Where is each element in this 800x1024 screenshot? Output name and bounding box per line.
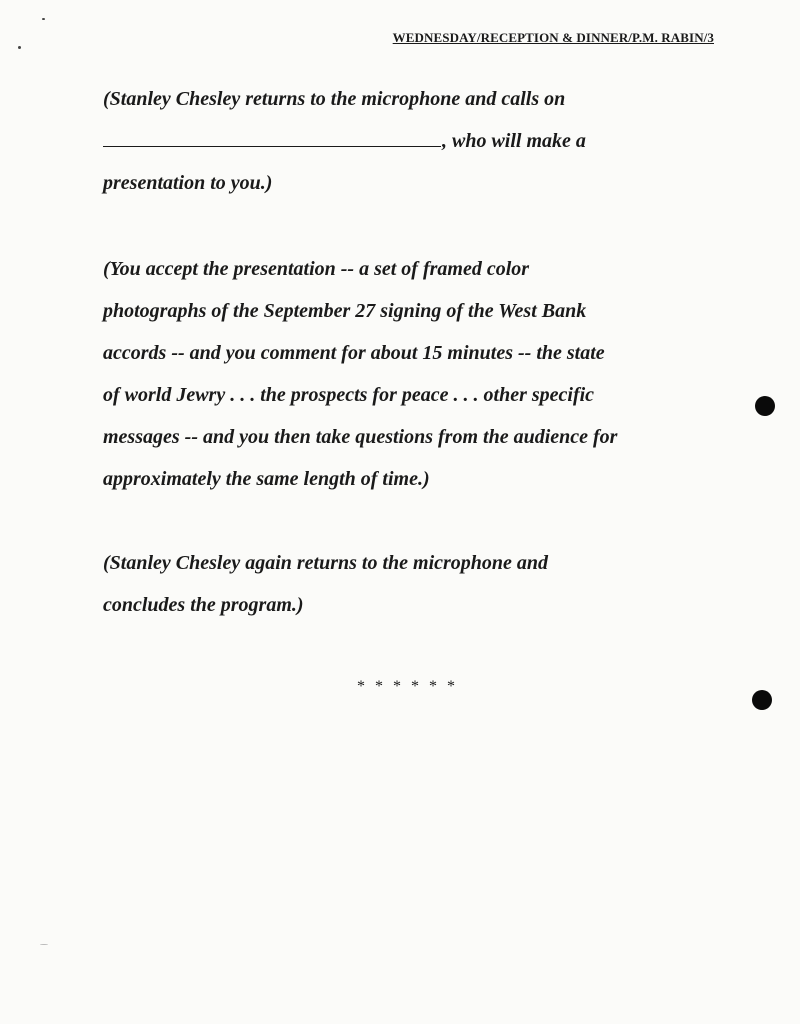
paragraph-line: (Stanley Chesley returns to the microphone and calls on [103, 88, 566, 110]
scan-speck [18, 46, 21, 49]
paragraph-2 [103, 248, 723, 500]
paragraph-line-text: , who will make a [442, 130, 586, 152]
paragraph-line: presentation to you.) [103, 172, 273, 194]
punch-hole [752, 690, 772, 710]
paragraph-line [103, 120, 723, 162]
blank-name-underline [103, 132, 441, 147]
paragraph-line: (Stanley Chesley again returns to the microphone and [103, 552, 549, 574]
scan-speck [42, 18, 45, 20]
punch-hole [755, 396, 775, 416]
scan-speck [40, 944, 48, 945]
paragraph-line: approximately the same length of time.) [103, 468, 430, 490]
paragraph-1 [103, 78, 723, 204]
paragraph-line: of world Jewry . . . the prospects for peace . . . other specific [103, 384, 595, 406]
paragraph-3 [103, 542, 723, 626]
section-separator: * * * * * * [357, 678, 458, 695]
paragraph-line: photographs of the September 27 signing of the West Bank [103, 300, 587, 322]
paragraph-line: messages -- and you then take questions from the audience for [103, 426, 618, 448]
paragraph-line: concludes the program.) [103, 594, 304, 616]
paragraph-line: accords -- and you comment for about 15 minutes -- the state [103, 342, 605, 364]
paragraph-line: (You accept the presentation -- a set of framed color [103, 258, 530, 280]
page-header: WEDNESDAY/RECEPTION & DINNER/P.M. RABIN/3 [392, 30, 714, 45]
